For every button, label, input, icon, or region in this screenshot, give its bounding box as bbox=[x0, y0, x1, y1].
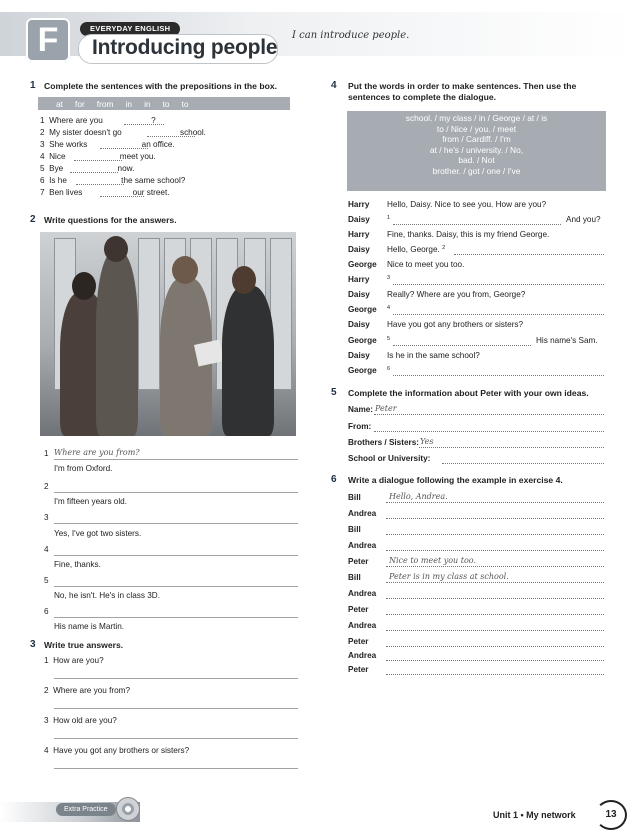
student-head bbox=[104, 236, 128, 262]
cd-icon bbox=[116, 797, 140, 821]
answer-line[interactable] bbox=[386, 646, 604, 647]
field-value-siblings: Yes bbox=[420, 437, 434, 446]
answer-line[interactable] bbox=[386, 518, 604, 519]
answer-line[interactable] bbox=[54, 523, 298, 524]
student-head bbox=[72, 272, 96, 300]
answer-line[interactable] bbox=[393, 375, 604, 376]
ex2-instruction: Write questions for the answers. bbox=[44, 215, 177, 225]
ex2-item-number: 1 bbox=[44, 449, 49, 458]
speaker-name: Bill bbox=[348, 493, 361, 502]
ex2-item-number: 5 bbox=[44, 576, 49, 585]
answer-line[interactable] bbox=[386, 582, 604, 583]
answer-line[interactable] bbox=[386, 502, 604, 503]
speaker-name: Daisy bbox=[348, 320, 370, 329]
answer-line[interactable] bbox=[393, 224, 561, 225]
field-label-school: School or University: bbox=[348, 454, 431, 463]
speaker-name: George bbox=[348, 305, 377, 314]
answer-line[interactable] bbox=[54, 708, 298, 709]
gap-number: 4 bbox=[387, 305, 391, 311]
ex4-scrambled-words-box bbox=[347, 111, 606, 191]
speaker-name: Daisy bbox=[348, 215, 370, 224]
answer-line[interactable] bbox=[386, 630, 604, 631]
dialogue-tail: And you? bbox=[566, 215, 601, 224]
gap-number: 6 bbox=[387, 366, 391, 372]
ex1-word-box bbox=[38, 97, 290, 110]
student-figure bbox=[96, 252, 138, 436]
ex1-item: 3 She works an office. bbox=[40, 140, 175, 149]
word-box-item: at bbox=[56, 98, 63, 109]
school-field-line[interactable] bbox=[442, 463, 604, 464]
field-label-siblings: Brothers / Sisters: bbox=[348, 438, 419, 447]
extra-practice-label: Extra Practice bbox=[56, 803, 116, 816]
speaker-name: Andrea bbox=[348, 621, 377, 630]
ex2-number: 2 bbox=[30, 214, 36, 225]
speaker-name: George bbox=[348, 366, 377, 375]
field-label-name: Name: bbox=[348, 405, 374, 414]
answer-line[interactable] bbox=[386, 598, 604, 599]
example-line: Peter is in my class at school. bbox=[389, 572, 509, 581]
word-box-item: to bbox=[181, 98, 189, 109]
ex4-instruction-line1: Put the words in order to make sentences. Then use the bbox=[348, 81, 577, 91]
dialogue-text: Nice to meet you too. bbox=[387, 260, 465, 269]
page-title: Introducing people bbox=[92, 36, 278, 59]
unit-label: Unit 1 • My network bbox=[493, 810, 576, 820]
speaker-name: Andrea bbox=[348, 589, 377, 598]
answer-line[interactable] bbox=[54, 617, 298, 618]
ex2-item-number: 6 bbox=[44, 607, 49, 616]
student-head bbox=[172, 256, 198, 284]
speaker-name: Harry bbox=[348, 200, 370, 209]
ex5-instruction: Complete the information about Peter with your own ideas. bbox=[348, 388, 589, 398]
speaker-name: Peter bbox=[348, 637, 369, 646]
speaker-name: George bbox=[348, 336, 377, 345]
answer-line[interactable] bbox=[54, 768, 298, 769]
ex5-number: 5 bbox=[331, 387, 337, 398]
speaker-name: Andrea bbox=[348, 509, 377, 518]
series-label: EVERYDAY ENGLISH bbox=[80, 22, 180, 36]
ex1-item: 2 My sister doesn't go school. bbox=[40, 128, 206, 137]
student-head bbox=[232, 266, 256, 294]
gap-number: 3 bbox=[387, 275, 391, 281]
answer-line[interactable] bbox=[54, 738, 298, 739]
field-value-name: Peter bbox=[375, 404, 397, 413]
speaker-name: Andrea bbox=[348, 541, 377, 550]
speaker-name: Peter bbox=[348, 665, 369, 674]
answer-line[interactable] bbox=[454, 254, 604, 255]
dialogue-text: Have you got any brothers or sisters? bbox=[387, 320, 524, 329]
answer-line[interactable] bbox=[386, 534, 604, 535]
answer-line[interactable] bbox=[54, 586, 298, 587]
scrambled-line: bad. / Not bbox=[458, 155, 495, 166]
from-field-line[interactable] bbox=[374, 431, 604, 432]
ex2-item-number: 3 bbox=[44, 513, 49, 522]
answer-line[interactable] bbox=[393, 345, 531, 346]
answer-line[interactable] bbox=[386, 614, 604, 615]
lesson-objective: I can introduce people. bbox=[292, 30, 410, 41]
ex3-instruction: Write true answers. bbox=[44, 640, 124, 650]
scrambled-line: school. / my class / in / George / at / is bbox=[405, 113, 548, 123]
example-line: Nice to meet you too. bbox=[389, 556, 476, 565]
speaker-name: Harry bbox=[348, 275, 370, 284]
answer-line[interactable] bbox=[386, 566, 604, 567]
dialogue-text: Really? Where are you from, George? bbox=[387, 290, 526, 299]
ex2-item-number: 2 bbox=[44, 482, 49, 491]
answer-line[interactable] bbox=[54, 459, 298, 460]
ex2-answer: Yes, I've got two sisters. bbox=[54, 529, 142, 538]
ex1-item: 1 Where are you ? bbox=[40, 116, 156, 125]
answer-line[interactable] bbox=[386, 674, 604, 675]
speaker-name: Daisy bbox=[348, 290, 370, 299]
name-field-line[interactable] bbox=[374, 414, 604, 415]
ex1-item: 7 Ben lives our street. bbox=[40, 188, 170, 197]
scrambled-line: at / he's / university. / No, bbox=[429, 144, 524, 155]
scrambled-line: to / Nice / you. / meet bbox=[436, 123, 517, 134]
scrambled-line: brother. / got / one / I've bbox=[432, 165, 521, 176]
ex1-item: 6 Is he the same school? bbox=[40, 176, 186, 185]
gap-number: 1 bbox=[387, 215, 391, 221]
word-box-item: to bbox=[162, 98, 170, 109]
word-box-item: in bbox=[144, 98, 151, 109]
dialogue-tail: His name's Sam. bbox=[536, 336, 598, 345]
speaker-name: Harry bbox=[348, 230, 370, 239]
ex3-question: 2 Where are you from? bbox=[44, 686, 131, 695]
answer-line[interactable] bbox=[393, 314, 604, 315]
ex1-number: 1 bbox=[30, 80, 36, 91]
locker bbox=[138, 238, 160, 390]
ex2-answer: I'm fifteen years old. bbox=[54, 497, 128, 506]
ex6-number: 6 bbox=[331, 474, 337, 485]
speaker-name: Bill bbox=[348, 573, 361, 582]
ex1-item: 5 Bye now. bbox=[40, 164, 135, 173]
ex6-instruction: Write a dialogue following the example in exercise 4. bbox=[348, 475, 563, 485]
ex4-number: 4 bbox=[331, 80, 337, 91]
speaker-name: Daisy bbox=[348, 245, 370, 254]
student-figure bbox=[222, 286, 274, 436]
answer-line[interactable] bbox=[386, 660, 604, 661]
speaker-name: Bill bbox=[348, 525, 361, 534]
ex2-answer: No, he isn't. He's in class 3D. bbox=[54, 591, 160, 600]
answer-line[interactable] bbox=[54, 555, 298, 556]
word-box-item: from bbox=[96, 98, 114, 109]
word-box-item: in bbox=[125, 98, 133, 109]
gap-number: 5 bbox=[387, 336, 391, 342]
dialogue-text: Hello, George. $^2$ bbox=[387, 245, 446, 254]
section-badge: F bbox=[26, 18, 70, 62]
word-box-item: for bbox=[75, 98, 85, 109]
answer-line[interactable] bbox=[393, 284, 604, 285]
dialogue-text: Fine, thanks. Daisy, this is my friend George. bbox=[387, 230, 550, 239]
dialogue-text: Hello, Daisy. Nice to see you. How are you? bbox=[387, 200, 547, 209]
ex2-answer: Fine, thanks. bbox=[54, 560, 101, 569]
ex3-question: 3 How old are you? bbox=[44, 716, 117, 725]
page-number: 13 bbox=[595, 800, 627, 830]
speaker-name: Andrea bbox=[348, 651, 377, 660]
ex3-question: 1 How are you? bbox=[44, 656, 104, 665]
speaker-name: Daisy bbox=[348, 351, 370, 360]
ex3-question: 4 Have you got any brothers or sisters? bbox=[44, 746, 190, 755]
dialogue-text: Is he in the same school? bbox=[387, 351, 480, 360]
ex1-item: 4 Nice meet you. bbox=[40, 152, 156, 161]
ex2-item-number: 4 bbox=[44, 545, 49, 554]
scrambled-line: from / Cardiff. / I'm bbox=[442, 134, 511, 145]
speaker-name: Peter bbox=[348, 557, 369, 566]
answer-line[interactable] bbox=[54, 678, 298, 679]
siblings-field-line[interactable] bbox=[419, 447, 604, 448]
answer-line[interactable] bbox=[386, 550, 604, 551]
ex1-instruction: Complete the sentences with the prepositions in the box. bbox=[44, 81, 278, 91]
ex3-number: 3 bbox=[30, 639, 36, 650]
ex2-example-question: Where are you from? bbox=[54, 448, 140, 457]
answer-line[interactable] bbox=[54, 492, 298, 493]
ex2-answer: His name is Martin. bbox=[54, 622, 125, 631]
ex2-answer: I'm from Oxford. bbox=[54, 464, 113, 473]
speaker-name: George bbox=[348, 260, 377, 269]
field-label-from: From: bbox=[348, 422, 372, 431]
example-line: Hello, Andrea. bbox=[389, 492, 448, 501]
students-photo bbox=[40, 232, 296, 436]
speaker-name: Peter bbox=[348, 605, 369, 614]
ex4-instruction-line2: sentences to complete the dialogue. bbox=[348, 92, 497, 102]
